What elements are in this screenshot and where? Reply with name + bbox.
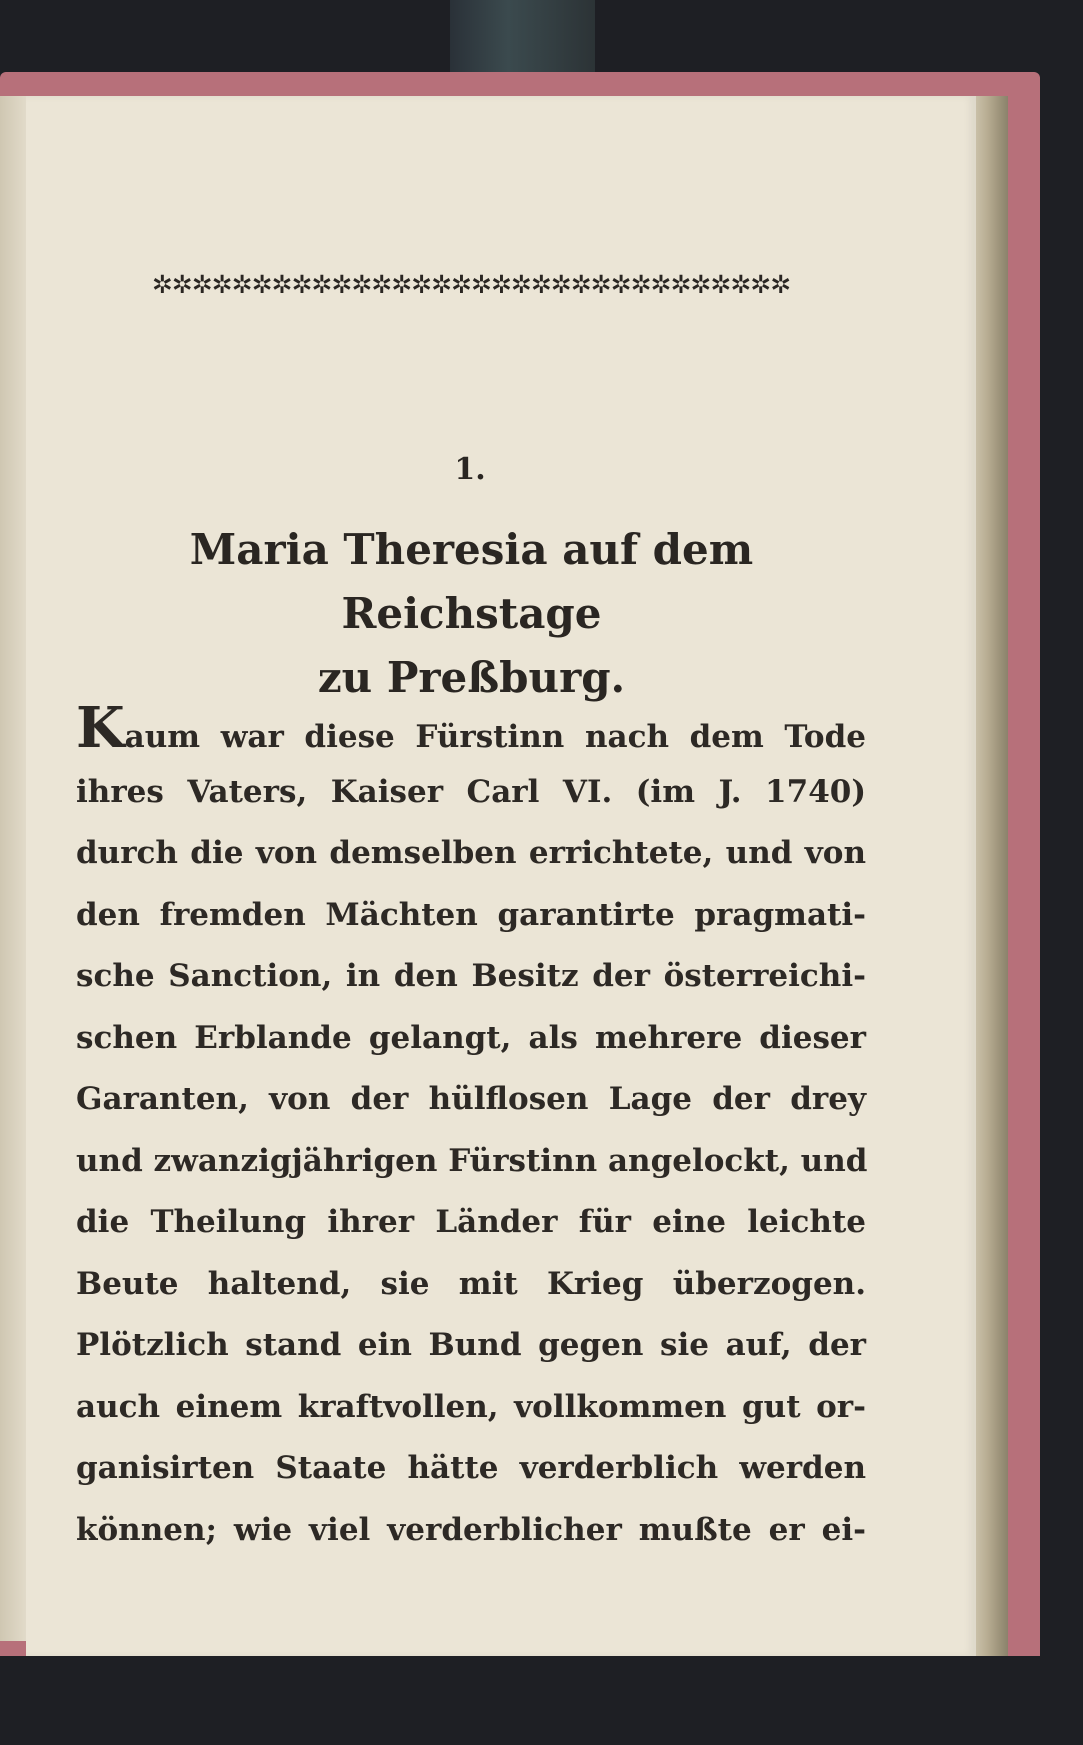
text-line: können; wie viel verderblicher mußte er ei- <box>76 1511 866 1548</box>
text-line: sche Sanction, in den Besitz der österreichi- <box>76 958 866 994</box>
text-line: die Theilung ihrer Länder für eine leichte <box>76 1204 866 1240</box>
body-text <box>76 695 868 1561</box>
text-line: Garanten, von der hülflosen Lage der drey <box>76 1081 866 1117</box>
ornament-rule: ✲✲✲✲✲✲✲✲✲✲✲✲✲✲✲✲✲✲✲✲✲✲✲✲✲✲✲✲✲✲✲✲ <box>151 270 791 299</box>
text-line: schen Erblande gelangt, als mehrere dieser <box>76 1019 866 1056</box>
text-line: den fremden Mächten garantirte pragmati- <box>76 896 866 933</box>
text-line-content: aum war diese Fürstinn nach dem Tode <box>124 719 866 755</box>
text-line <box>76 695 866 762</box>
chapter-title-line-2: zu Preßburg. <box>317 653 626 702</box>
text-line: und zwanzigjährigen Fürstinn angelockt, und <box>76 1142 868 1179</box>
text-line: Beute haltend, sie mit Krieg überzogen. <box>76 1265 866 1302</box>
chapter-title <box>74 518 869 710</box>
background-bottom <box>0 1656 1083 1745</box>
text-line: auch einem kraftvollen, vollkommen gut or- <box>76 1388 866 1425</box>
page-block-edge <box>976 96 1008 1656</box>
chapter-number: 1. <box>454 452 486 487</box>
drop-cap: K <box>76 695 125 761</box>
text-line: durch die von demselben errichtete, und von <box>76 835 866 871</box>
text-line: Plötzlich stand ein Bund gegen sie auf, der <box>76 1327 866 1363</box>
text-line: ganisirten Staate hätte verderblich werden <box>76 1450 866 1486</box>
chapter-title-line-1: Maria Theresia auf dem Reichstage <box>189 525 754 638</box>
text-line: ihres Vaters, Kaiser Carl VI. (im J. 1740) <box>76 773 866 810</box>
